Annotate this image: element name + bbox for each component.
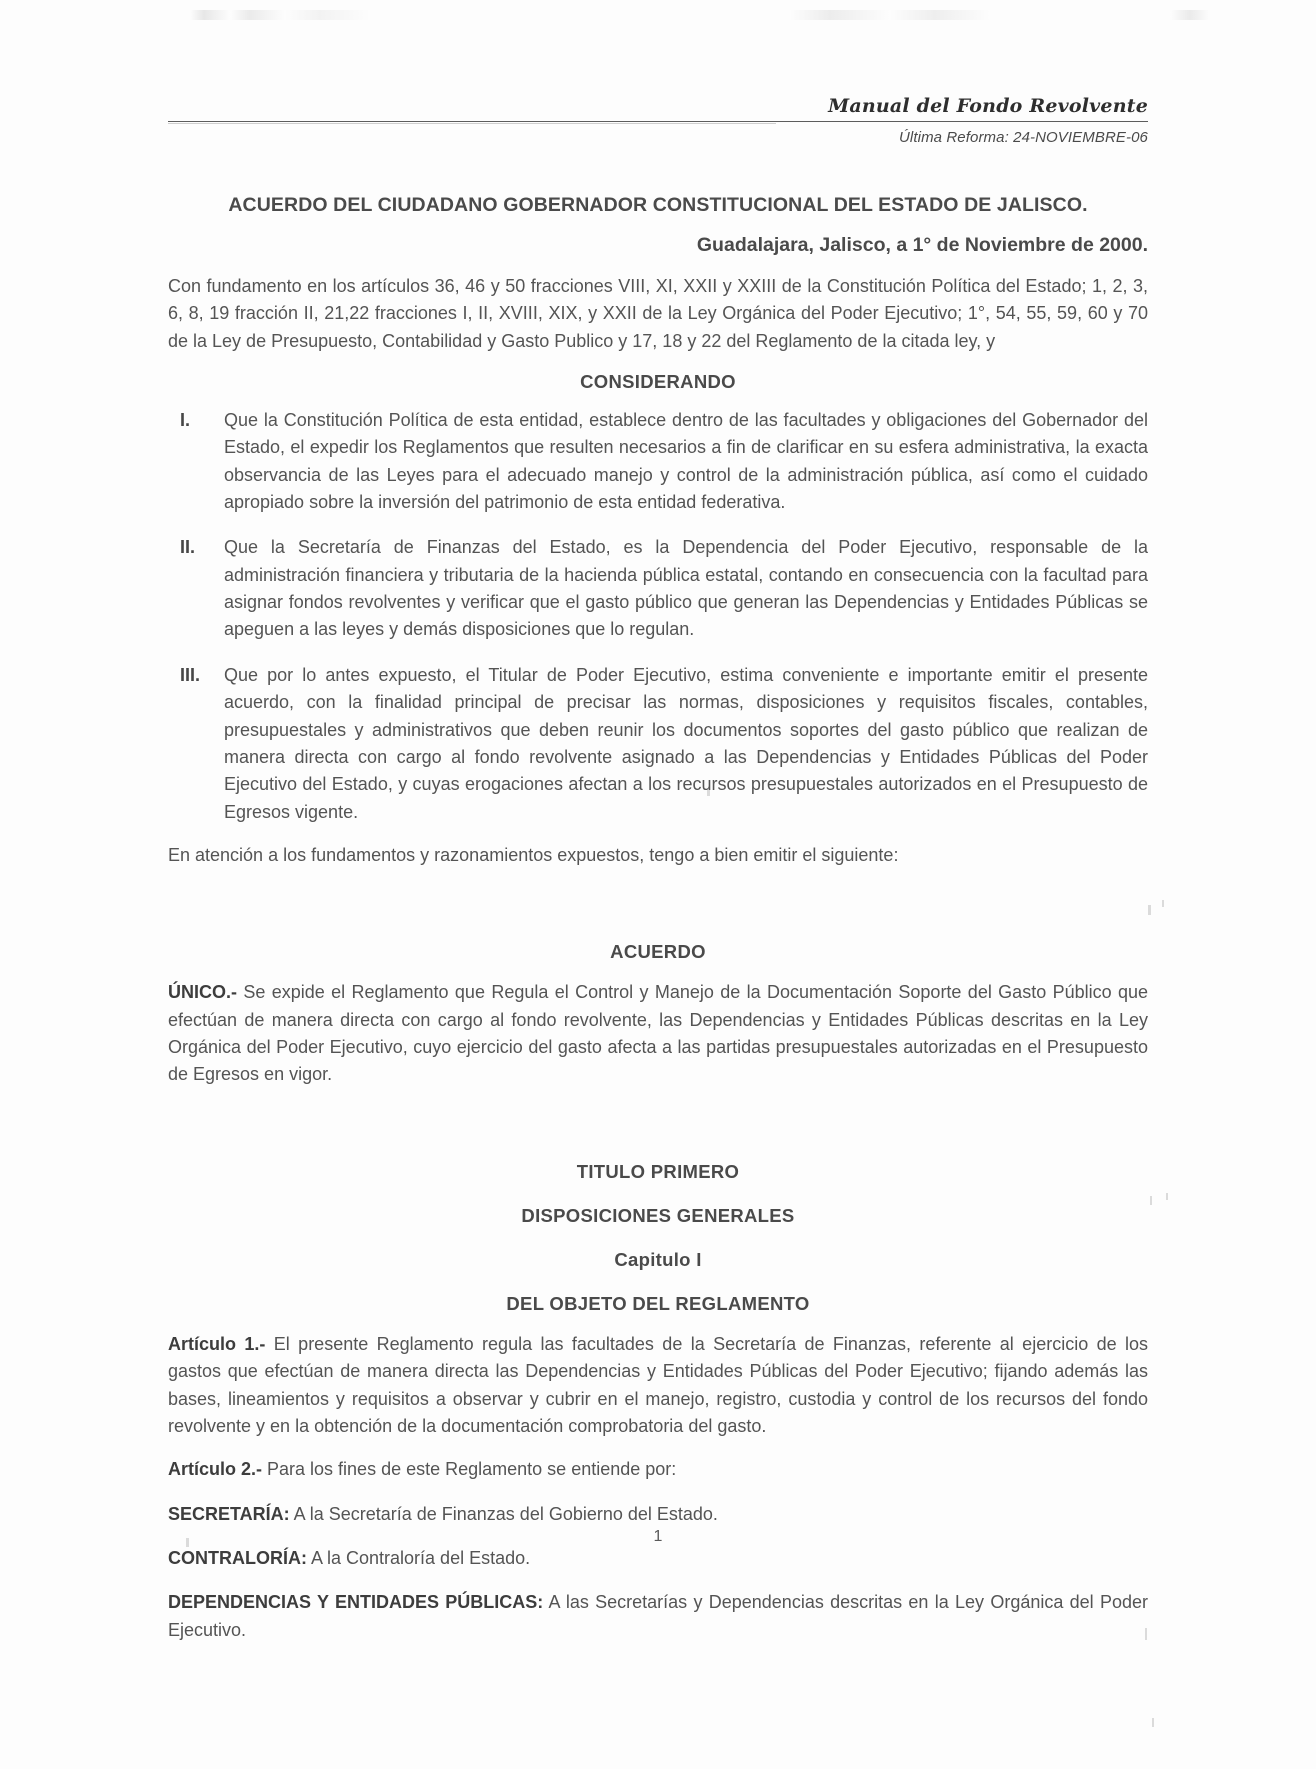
definition-text: A las Secretarías y Dependencias descritas en la Ley Orgánica del Poder Ejecutivo. — [168, 1592, 1148, 1640]
articulo-2-paragraph — [168, 1456, 1148, 1483]
definition-item — [168, 1545, 1148, 1572]
titulo-primero-heading: TITULO PRIMERO — [576, 1160, 740, 1182]
disposiciones-generales-heading: DISPOSICIONES GENERALES — [521, 1204, 795, 1226]
definition-term: DEPENDENCIAS Y ENTIDADES PÚBLICAS: — [168, 1592, 544, 1613]
considerando-heading: CONSIDERANDO — [580, 370, 736, 392]
considerando-item-text: Que por lo antes expuesto, el Titular de Poder Ejecutivo, estima conveniente e importante emitir el presente acuerdo, con la finalidad principal de precisar las normas, disposiciones y requisitos fiscales, contables, presupuestales y administrativos que deben reunir los documentos soportes del gasto público que realizan de manera directa con cargo al fondo revolvente asignado a las Dependencias y Entidades Públicas del Poder Ejecutivo del Estado, y cuyas erogaciones afectan a los recursos presupuestales autorizados en el Presupuesto de Egresos vigente. — [224, 664, 1148, 822]
articulo-2-text: Para los fines de este Reglamento se entiende por: — [262, 1459, 677, 1480]
scan-speck — [1162, 900, 1164, 907]
articulo-2-lead: Artículo 2.- — [168, 1459, 263, 1480]
articulo-1-paragraph — [168, 1331, 1148, 1440]
header-divider — [168, 121, 1148, 122]
scan-speck — [1148, 905, 1151, 915]
manual-title: Manual del Fondo Revolvente — [828, 95, 1148, 117]
capitulo-heading: Capitulo I — [614, 1248, 702, 1270]
definition-item — [168, 1589, 1148, 1644]
place-and-date: Guadalajara, Jalisco, a 1° de Noviembre de 2000. — [696, 233, 1148, 256]
page-title: ACUERDO DEL CIUDADANO GOBERNADOR CONSTITUCIONAL DEL ESTADO DE JALISCO. — [228, 193, 1088, 216]
scan-speck — [1166, 1193, 1168, 1200]
considerando-item — [168, 407, 1148, 516]
considerando-item — [168, 662, 1148, 826]
considerando-item-marker: I. — [180, 409, 191, 430]
articulo-1-text: El presente Reglamento regula las facultades de la Secretaría de Finanzas, referente al ejercicio de los gastos que efectúan de manera directa las Dependencias y Entidades Públicas del Poder Ejecutivo; fijando además las bases, lineamientos y requisitos a observar y cubrir en el manejo, registro, custodia y control de los recursos del fondo revolvente y en la obtención de la documentación comprobatoria del gasto. — [168, 1333, 1149, 1436]
definition-item — [168, 1501, 1148, 1528]
unico-lead: ÚNICO.- — [168, 982, 237, 1003]
considerando-item-marker: II. — [180, 537, 196, 558]
running-header — [168, 0, 1148, 146]
considerando-list — [168, 407, 1148, 826]
header-divider-secondary — [168, 123, 776, 124]
unico-paragraph — [168, 979, 1148, 1088]
preamble-paragraph: Con fundamento en los artículos 36, 46 y 50 fracciones VIII, XI, XXII y XXIII de la Constitución Política del Estado; 1, 2, 3, 6, 8, 19 fracción II, 21,22 fracciones I, II, XVIII, XIX, y XXII de la Ley Orgánica del Poder Ejecutivo; 1°, 54, 55, 59, 60 y 70 de la Ley de Presupuesto, Contabilidad y Gasto Publico y 17, 18 y 22 del Reglamento de la citada ley, y — [168, 275, 1148, 351]
considerando-item-text: Que la Constitución Política de esta entidad, establece dentro de las facultades y obligaciones del Gobernador del Estado, el expedir los Reglamentos que resulten necesarios a fin de clarificar en su esfera administrativa, la exacta observancia de las Leyes para el adecuado manejo y control de la administración pública, así como el cuidado apropiado sobre la inversión del patrimonio de esta entidad federativa. — [224, 409, 1148, 513]
definition-text: A la Contraloría del Estado. — [306, 1547, 531, 1568]
definition-term: SECRETARÍA: — [168, 1503, 290, 1524]
scan-speck — [1150, 1196, 1152, 1205]
capitulo-title-heading: DEL OBJETO DEL REGLAMENTO — [506, 1292, 810, 1314]
definition-text: A la Secretaría de Finanzas del Gobierno del Estado. — [289, 1503, 718, 1524]
closing-preamble-paragraph: En atención a los fundamentos y razonamientos expuestos, tengo a bien emitir el siguiente: — [168, 845, 899, 865]
document-content — [168, 0, 1148, 1644]
unico-text: Se expide el Reglamento que Regula el Control y Manejo de la Documentación Soporte del Gasto Público que efectúan de manera directa con cargo al fondo revolvente, las Dependencias y Entidades Públicas descritas en la Ley Orgánica del Poder Ejecutivo, cuyo ejercicio del gasto afecta a las partidas presupuestales autorizadas en el Presupuesto de Egresos en vigor. — [168, 982, 1148, 1085]
considerando-item — [168, 534, 1148, 643]
considerando-item-text: Que la Secretaría de Finanzas del Estado, es la Dependencia del Poder Ejecutivo, responsable de la administración financiera y tributaria de la hacienda pública estatal, contando en consecuencia con la facultad para asignar fondos revolventes y verificar que el gasto público que generan las Dependencias y Entidades Públicas se apeguen a las leyes y demás disposiciones que lo regulan. — [224, 537, 1148, 640]
page-number: 1 — [653, 1528, 663, 1545]
considerando-item-marker: III. — [180, 664, 201, 685]
acuerdo-heading: ACUERDO — [610, 941, 706, 963]
definition-term: CONTRALORÍA: — [168, 1547, 307, 1568]
scan-speck — [1152, 1718, 1154, 1727]
articulo-1-lead: Artículo 1.- — [168, 1333, 266, 1354]
last-reform-label: Última Reforma: 24-NOVIEMBRE-06 — [899, 128, 1148, 146]
